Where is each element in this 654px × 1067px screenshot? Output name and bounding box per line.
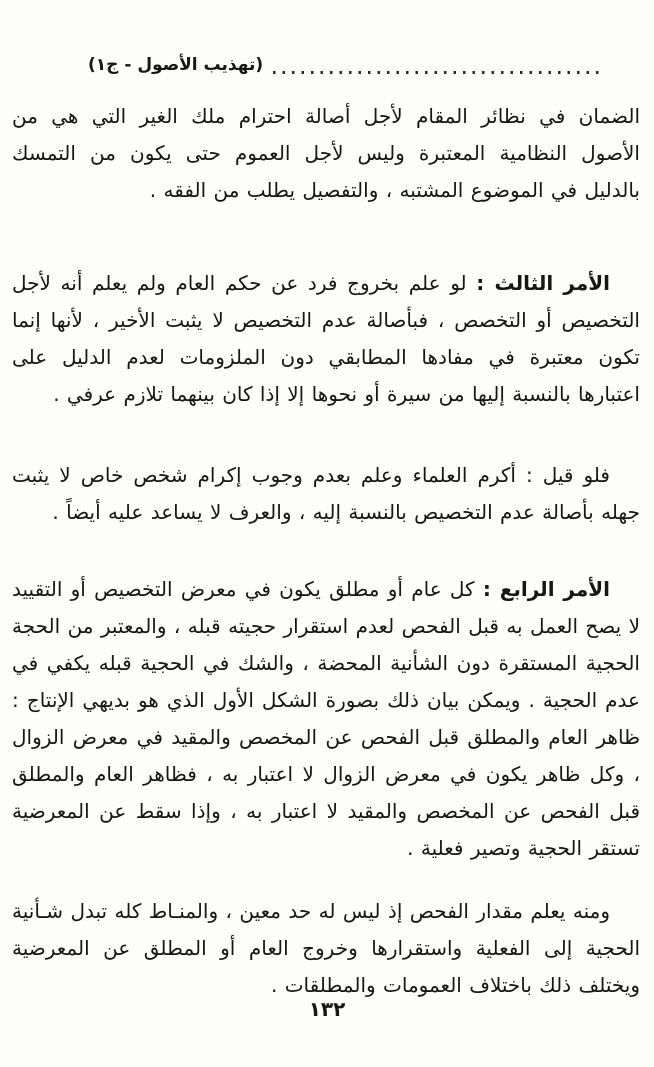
paragraph-lead: الأمر الثالث : [476, 271, 610, 295]
page-number: ١٣٢ [308, 997, 346, 1021]
paragraph-text: لو علم بخروج فرد عن حكم العام ولم يعلم أنه لأجل التخصيص أو التخصص ، فبأصالة عدم التخصيص لا يثبت الأخير ، لأنها إنما تكون معتبرة في مفادها المطابقي دون الملزومات لعدم الدليل على اعتبارها بالنسبة إليها من سيرة أو نحوها إلا إذا كان بينهما تلازم عرفي . [12, 271, 640, 406]
paragraph-3 [12, 457, 640, 531]
paragraph-text: ومنه يعلم مقدار الفحص إذ ليس له حد معين ، والمنـاط كله تبدل شـأنية الحجية إلى الفعلية واستقرارها وخروج العام أو المطلق عن المعرضية ويختلف ذلك باختلاف العمومات والمطلقات . [12, 899, 640, 997]
paragraph-4 [12, 571, 640, 867]
paragraph-text: كل عام أو مطلق يكون في معرض التخصيص أو التقييد لا يصح العمل به قبل الفحص لعدم استقرار حجيته قبله ، والمعتبر من الحجة الحجية المستقرة دون الشأنية المحضة ، والشك في الحجية قبله يكفي في عدم الحجية . ويمكن بيان ذلك بصورة الشكل الأول الذي هو بديهي الإنتاج : ظاهر العام والمطلق قبل الفحص عن المخصص والمقيد في معرض الزوال ، وكل ظاهر يكون في معرض الزوال لا اعتبار به ، فظاهر العام والمطلق قبل الفحص عن المخصص والمقيد لا اعتبار به ، وإذا سقط عن المعرضية تستقر الحجية وتصير فعلية . [12, 577, 640, 860]
paragraph-text: الضمان في نظائر المقام لأجل أصالة احترام ملك الغير التي هي من الأصول النظامية المعتبرة وليس لأجل العموم حتى يكون من التمسك بالدليل في الموضوع المشتبه ، والتفصيل يطلب من الفقه . [12, 104, 640, 202]
book-title: (تهذيب الأصول - ج١) [88, 55, 264, 75]
paragraph-1 [12, 98, 640, 209]
paragraph-lead: الأمر الرابع : [482, 577, 610, 601]
paragraph-text: فلو قيل : أكرم العلماء وعلم بعدم وجوب إكرام شخص خاص لا يثبت جهله بأصالة عدم التخصيص بالنسبة إليه ، والعرف لا يساعد عليه أيضاً . [12, 463, 640, 524]
page-body [0, 82, 654, 998]
page-header [0, 0, 654, 82]
paragraph-2 [12, 265, 640, 413]
dotted-leader [273, 71, 600, 74]
paragraph-5 [12, 893, 640, 998]
